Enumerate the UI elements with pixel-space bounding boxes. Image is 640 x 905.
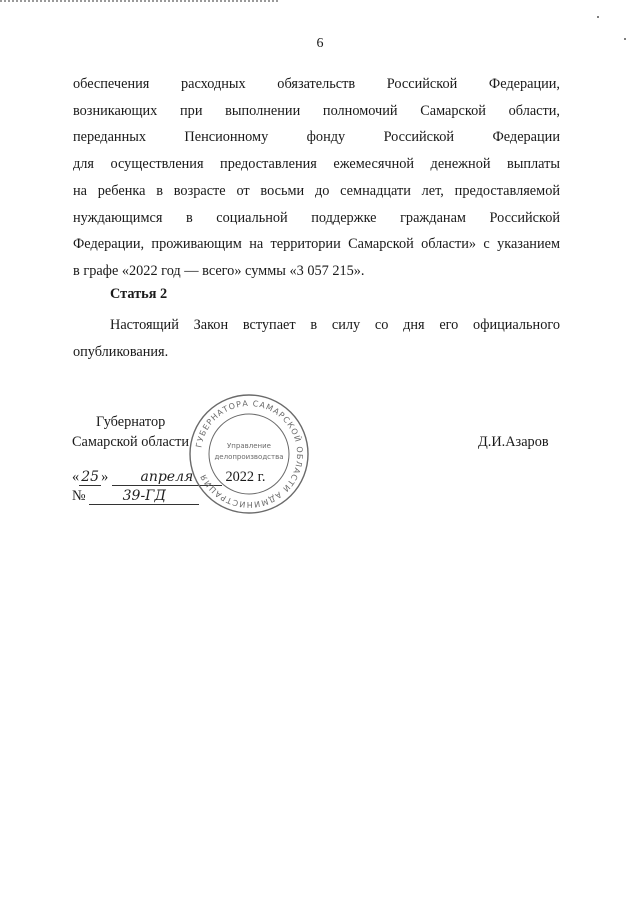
- official-seal-stamp: [187, 392, 311, 516]
- date-close-quote: »: [101, 469, 109, 485]
- paragraph-line: переданных Пенсионному фонду Российской Федерации: [73, 129, 560, 146]
- seal-ring-text: ГУБЕРНАТОРА САМАРСКОЙ ОБЛАСТИ АДМИНИСТРАЦИЯ: [194, 398, 305, 510]
- signatory-name: Д.И.Азаров: [478, 434, 549, 450]
- scan-speck: [597, 16, 599, 18]
- law-number: [72, 488, 199, 505]
- date-day: 25: [79, 469, 101, 486]
- article-line: опубликования.: [73, 343, 169, 360]
- paragraph-line: Федерации, проживающим на территории Самарской области» с указанием: [73, 236, 560, 253]
- seal-center-line: Управление: [227, 442, 271, 450]
- paragraph-line: обеспечения расходных обязательств Российской Федерации,: [73, 76, 560, 92]
- page-number: 6: [316, 36, 324, 51]
- paragraph-line: возникающих при выполнении полномочий Самарской области,: [73, 102, 560, 119]
- signatory-region: Самарской области: [72, 434, 190, 450]
- paragraph-line: нуждающимся в социальной поддержке гражданам Российской: [73, 209, 560, 226]
- number-value: 39-ГД: [89, 488, 199, 505]
- article-text: [73, 312, 560, 365]
- article-line: Настоящий Закон вступает в силу со дня его официального: [110, 317, 560, 333]
- signatory-title: Губернатор: [96, 414, 166, 430]
- paragraph-line: для осуществления предоставления ежемесячной денежной выплаты: [73, 156, 560, 173]
- date-open-quote: «: [72, 469, 80, 485]
- paragraph: [73, 71, 560, 285]
- scan-edge-artifact: [0, 0, 280, 2]
- date-year: 2022 г.: [225, 469, 266, 485]
- paragraph-line: на ребенка в возрасте от восьми до семнадцати лет, предоставляемой: [73, 182, 560, 199]
- seal-center-line: делопроизводства: [214, 453, 284, 461]
- date-month: апреля: [112, 469, 222, 486]
- number-sign: №: [72, 488, 86, 504]
- paragraph-line: в графе «2022 год — всего» суммы «3 057 215».: [73, 262, 365, 279]
- article-heading: Статья 2: [110, 286, 168, 302]
